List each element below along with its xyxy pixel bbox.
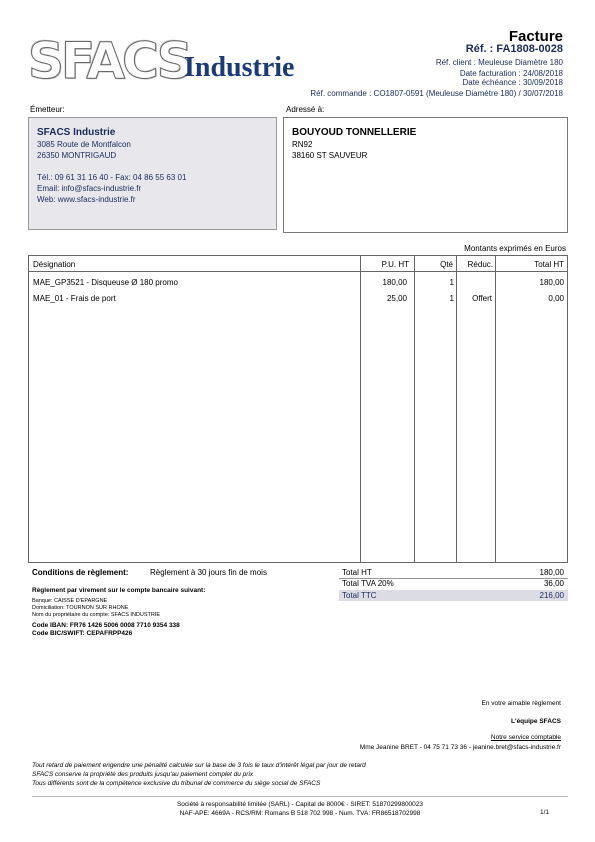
client-ref: Réf. client : Meuleuse Diamètre 180 (435, 58, 563, 67)
contact-line: Mme Jeanine BRET - 04 75 71 73 36 - jeanine.bret@sfacs-industrie.fr (359, 744, 561, 751)
total-ttc-row (339, 590, 568, 601)
company-logo (28, 32, 318, 90)
invoice-date: Date facturation : 24/08/2018 (459, 69, 563, 78)
footer-line-2: NAF-APE: 4669A - RCS/RM: Romans B 518 702 998 - Num. TVA: FR86518702998 (179, 810, 421, 817)
bank-name: Banque: CAISSE D'EPARGNE (32, 598, 108, 604)
destinataire-box (283, 117, 568, 233)
total-tva-value: 36,00 (543, 579, 564, 588)
bank-owner: Nom du propriétaire du compte: SFACS INDUSTRIE (32, 612, 161, 618)
destinataire-label: Adressé à: (286, 105, 325, 114)
emetteur-web: Web: www.sfacs-industrie.fr (37, 195, 136, 204)
destinataire-address1: RN92 (292, 140, 313, 149)
conditions-value: Règlement à 30 jours fin de mois (150, 568, 267, 577)
footer-divider (32, 796, 568, 797)
row1-designation: MAE_GP3521 - Disqueuse Ø 180 promo (33, 278, 178, 287)
destinataire-address2: 38160 ST SAUVEUR (292, 151, 368, 160)
header-designation: Désignation (33, 260, 76, 269)
page-number: 1/1 (539, 809, 549, 816)
footer-line-1: Société à responsabilité limitée (SARL) - Capital de 8000€ - SIRET: 51870299800023 (176, 801, 424, 808)
bic: Code BIC/SWIFT: CEPAFRPP426 (32, 630, 133, 637)
emetteur-address2: 26350 MONTRIGAUD (37, 151, 117, 160)
total-ttc-value: 216,00 (539, 591, 564, 600)
total-ttc-label: Total TTC (342, 591, 377, 600)
footer-legal (32, 800, 568, 818)
legal-notes (32, 761, 366, 788)
due-date: Date échéance : 30/09/2018 (462, 78, 563, 87)
bank-codes (32, 622, 180, 638)
legal-line-2: SFACS conserve la propriété des produits jusqu'au paiement complet du prix (32, 771, 254, 778)
emetteur-box (28, 117, 277, 230)
bank-domiciliation: Domiciliation: TOURNON SUR RHONE (32, 605, 129, 611)
total-tva-row (339, 578, 568, 589)
emetteur-tel: Tél.: 09 61 31 16 40 - Fax: 04 86 55 63 01 (37, 173, 187, 182)
legal-line-1: Tout retard de paiement engendre une pénalité calculée sur la base de 3 fois le taux d'intérêt légal par jour de retard (32, 762, 366, 769)
row1-qty: 1 (449, 278, 454, 287)
header-qty: Qté (440, 260, 453, 269)
order-ref: Réf. commande : CO1807-0591 (Meuleuse Diamètre 180) / 30/07/2018 (310, 89, 563, 98)
emetteur-label: Émetteur: (30, 105, 65, 114)
team-name: L'équipe SFACS (511, 718, 561, 725)
header-total: Total HT (534, 260, 564, 269)
logo-sub-text: Industrie (184, 52, 295, 83)
header-pu: P.U. HT (381, 260, 409, 269)
service-name: Notre service comptable (490, 734, 561, 741)
invoice-ref: Réf. : FA1808-0028 (465, 43, 563, 55)
regards-text: En votre aimable règlement (481, 700, 561, 707)
conditions-label: Conditions de règlement: (32, 568, 129, 577)
total-ht-value: 180,00 (539, 568, 564, 577)
row1-pu: 180,00 (382, 278, 407, 287)
row2-designation: MAE_01 - Frais de port (33, 294, 116, 303)
emetteur-email: Email: info@sfacs-industrie.fr (37, 184, 142, 193)
emetteur-address1: 3085 Route de Montfalcon (37, 140, 131, 149)
logo-main-text: SFACS (28, 32, 190, 90)
legal-line-3: Tous différents sont de la compétence exclusive du tribunal de commerce du siège social de SFACS (32, 780, 321, 787)
header-reduc: Réduc. (467, 260, 493, 269)
row2-qty: 1 (449, 294, 454, 303)
row2-total: 0,00 (548, 294, 564, 303)
row2-reduc: Offert (472, 294, 492, 303)
iban: Code IBAN: FR76 1426 5006 0008 7710 9354 338 (32, 622, 180, 629)
invoice-title: Facture (508, 28, 563, 45)
virement-title: Règlement par virement sur le compte bancaire suivant: (32, 587, 206, 594)
row2-pu: 25,00 (386, 294, 407, 303)
row1-total: 180,00 (539, 278, 564, 287)
destinataire-name: BOUYOUD TONNELLERIE (292, 127, 417, 138)
invoice-table (28, 255, 568, 563)
total-ht-label: Total HT (342, 568, 372, 577)
bank-details (32, 598, 160, 619)
total-tva-label: Total TVA 20% (342, 579, 394, 588)
emetteur-name: SFACS Industrie (37, 127, 116, 138)
currency-note: Montants exprimés en Euros (464, 244, 566, 253)
total-ht-row (339, 567, 568, 578)
